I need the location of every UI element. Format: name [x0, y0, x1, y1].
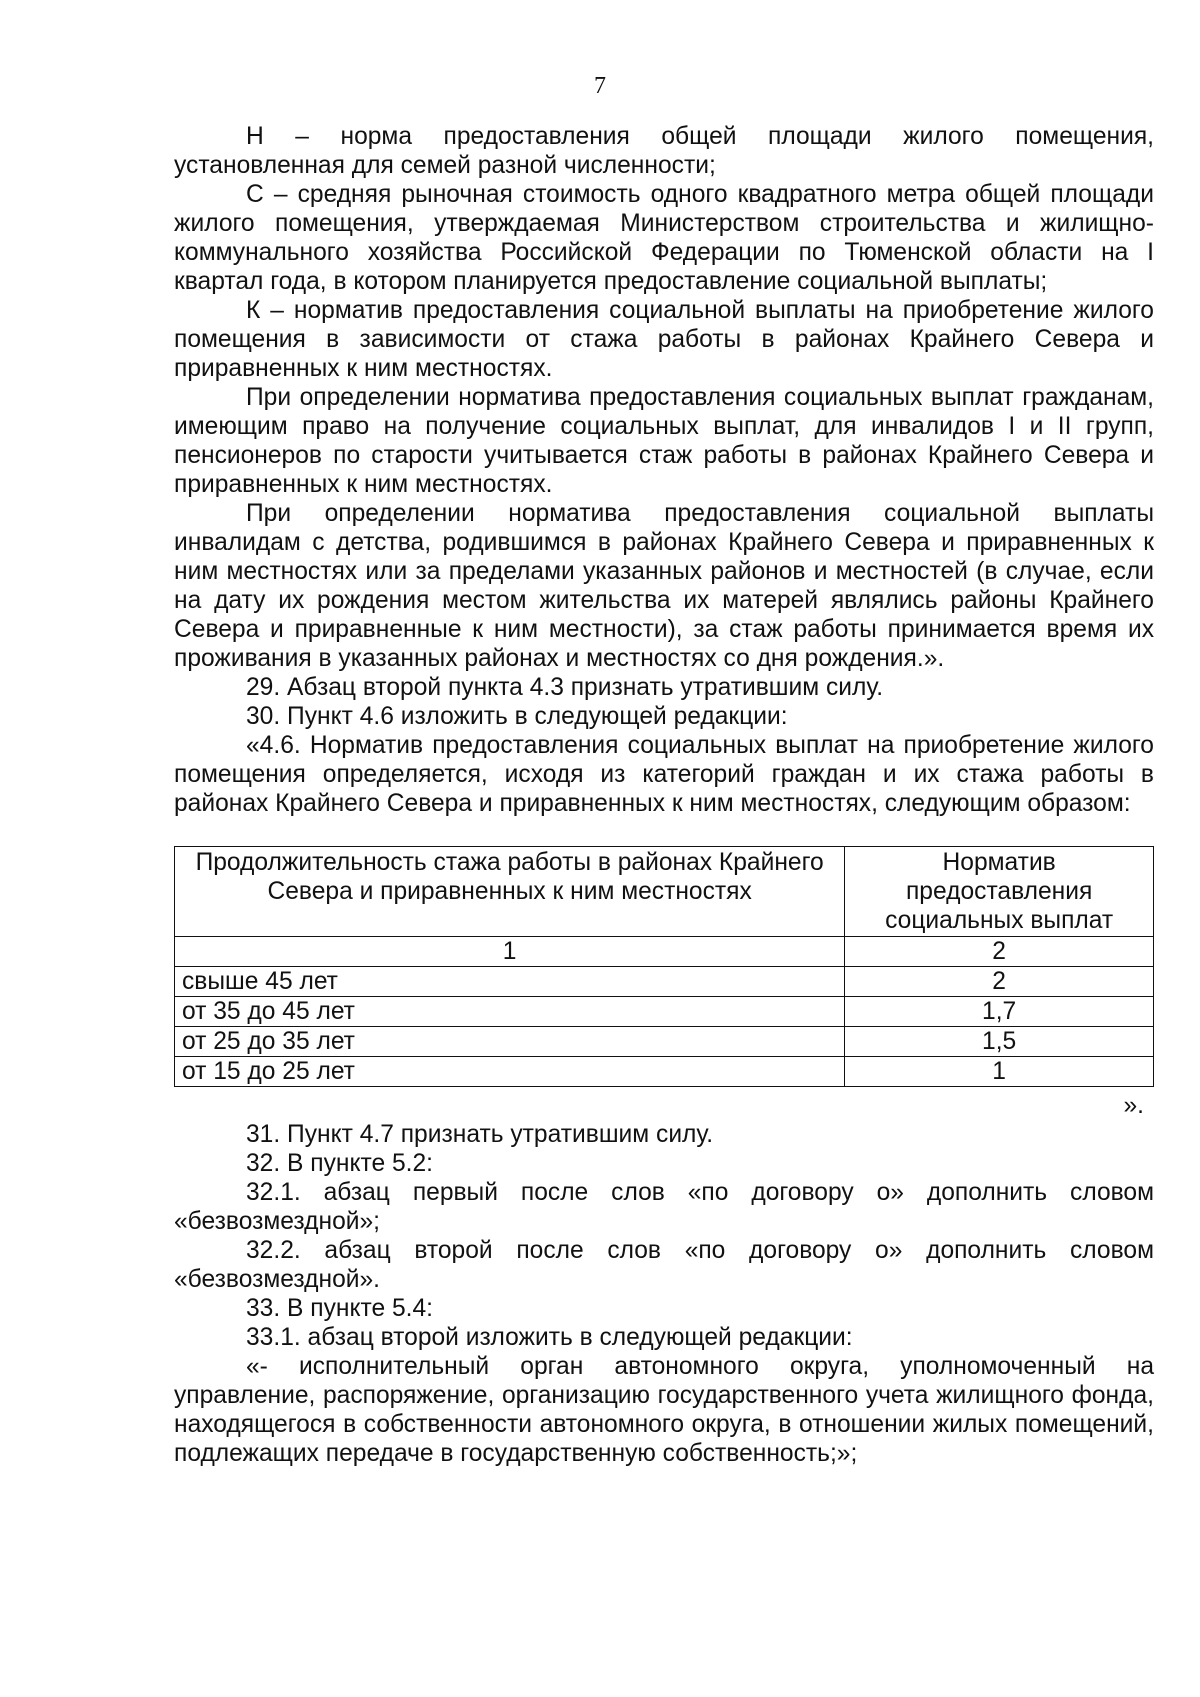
table-row [175, 967, 1154, 997]
document-body [174, 122, 1154, 1468]
paragraph: «4.6. Норматив предоставления социальных выплат на приобретение жилого помещения определяется, исходя из категорий граждан и их стажа работы в районах Крайнего Севера и приравненных к ним местностях, следующим образом: [174, 732, 1154, 817]
paragraph: 31. Пункт 4.7 признать утратившим силу. [246, 1121, 714, 1148]
table-cell-value: 2 [845, 967, 1154, 997]
paragraph: 33. В пункте 5.4: [246, 1295, 434, 1322]
table-column-number: 1 [175, 937, 845, 967]
table-cell-period: от 15 до 25 лет [175, 1057, 845, 1087]
table-cell-period: от 25 до 35 лет [175, 1027, 845, 1057]
paragraph: При определении норматива предоставления социальной выплаты инвалидам с детства, родившимся в районах Крайнего Севера и приравненных к ним местностях или за пределами указанных районов и местностей (в случае, если на дату их рождения местом жительства их матерей являлись районы Крайнего Севера и приравненные к ним местности), за стаж работы принимается время их проживания в указанных районах и местностях со дня рождения.». [174, 500, 1154, 672]
table-header-row [175, 847, 1154, 937]
paragraph: 29. Абзац второй пункта 4.3 признать утратившим силу. [246, 674, 884, 701]
paragraph: С – средняя рыночная стоимость одного квадратного метра общей площади жилого помещения, утверждаемая Министерством строительства и жилищно-коммунального хозяйства Российской Федерации по Тюменской области на I квартал года, в котором планируется предоставление социальной выплаты; [174, 181, 1154, 295]
table-row [175, 1057, 1154, 1087]
norm-table-container [174, 846, 1154, 1120]
table-header-norm: Норматив предоставления социальных выплат [845, 847, 1154, 937]
table-header-period: Продолжительность стажа работы в районах Крайнего Севера и приравненных к ним местностях [175, 847, 845, 937]
table-numbering-row [175, 937, 1154, 967]
paragraph: К – норматив предоставления социальной выплаты на приобретение жилого помещения в зависимости от стажа работы в районах Крайнего Севера и приравненных к ним местностях. [174, 297, 1154, 382]
paragraph: Н – норма предоставления общей площади жилого помещения, установленная для семей разной численности; [174, 123, 1154, 179]
table-row [175, 1027, 1154, 1057]
paragraph: 32.2. абзац второй после слов «по договору о» дополнить словом «безвозмездной». [174, 1237, 1154, 1293]
norm-table [174, 846, 1154, 1087]
paragraph: 32.1. абзац первый после слов «по договору о» дополнить словом «безвозмездной»; [174, 1179, 1154, 1235]
paragraph: 32. В пункте 5.2: [246, 1150, 434, 1177]
paragraph: 30. Пункт 4.6 изложить в следующей редакции: [246, 703, 788, 730]
paragraph: 33.1. абзац второй изложить в следующей редакции: [246, 1324, 853, 1351]
table-cell-period: свыше 45 лет [175, 967, 845, 997]
table-closing-quote: ». [1123, 1092, 1144, 1119]
table-column-number: 2 [845, 937, 1154, 967]
table-cell-value: 1,7 [845, 997, 1154, 1027]
table-cell-value: 1 [845, 1057, 1154, 1087]
table-cell-value: 1,5 [845, 1027, 1154, 1057]
table-row [175, 997, 1154, 1027]
paragraph: При определении норматива предоставления социальных выплат гражданам, имеющим право на получение социальных выплат, для инвалидов I и II групп, пенсионеров по старости учитывается стаж работы в районах Крайнего Севера и приравненных к ним местностях. [174, 384, 1154, 498]
page-number: 7 [594, 73, 606, 99]
table-cell-period: от 35 до 45 лет [175, 997, 845, 1027]
paragraph: «- исполнительный орган автономного округа, уполномоченный на управление, распоряжение, организацию государственного учета жилищного фонда, находящегося в собственности автономного округа, в отношении жилых помещений, подлежащих передаче в государственную собственность;»; [174, 1353, 1154, 1467]
